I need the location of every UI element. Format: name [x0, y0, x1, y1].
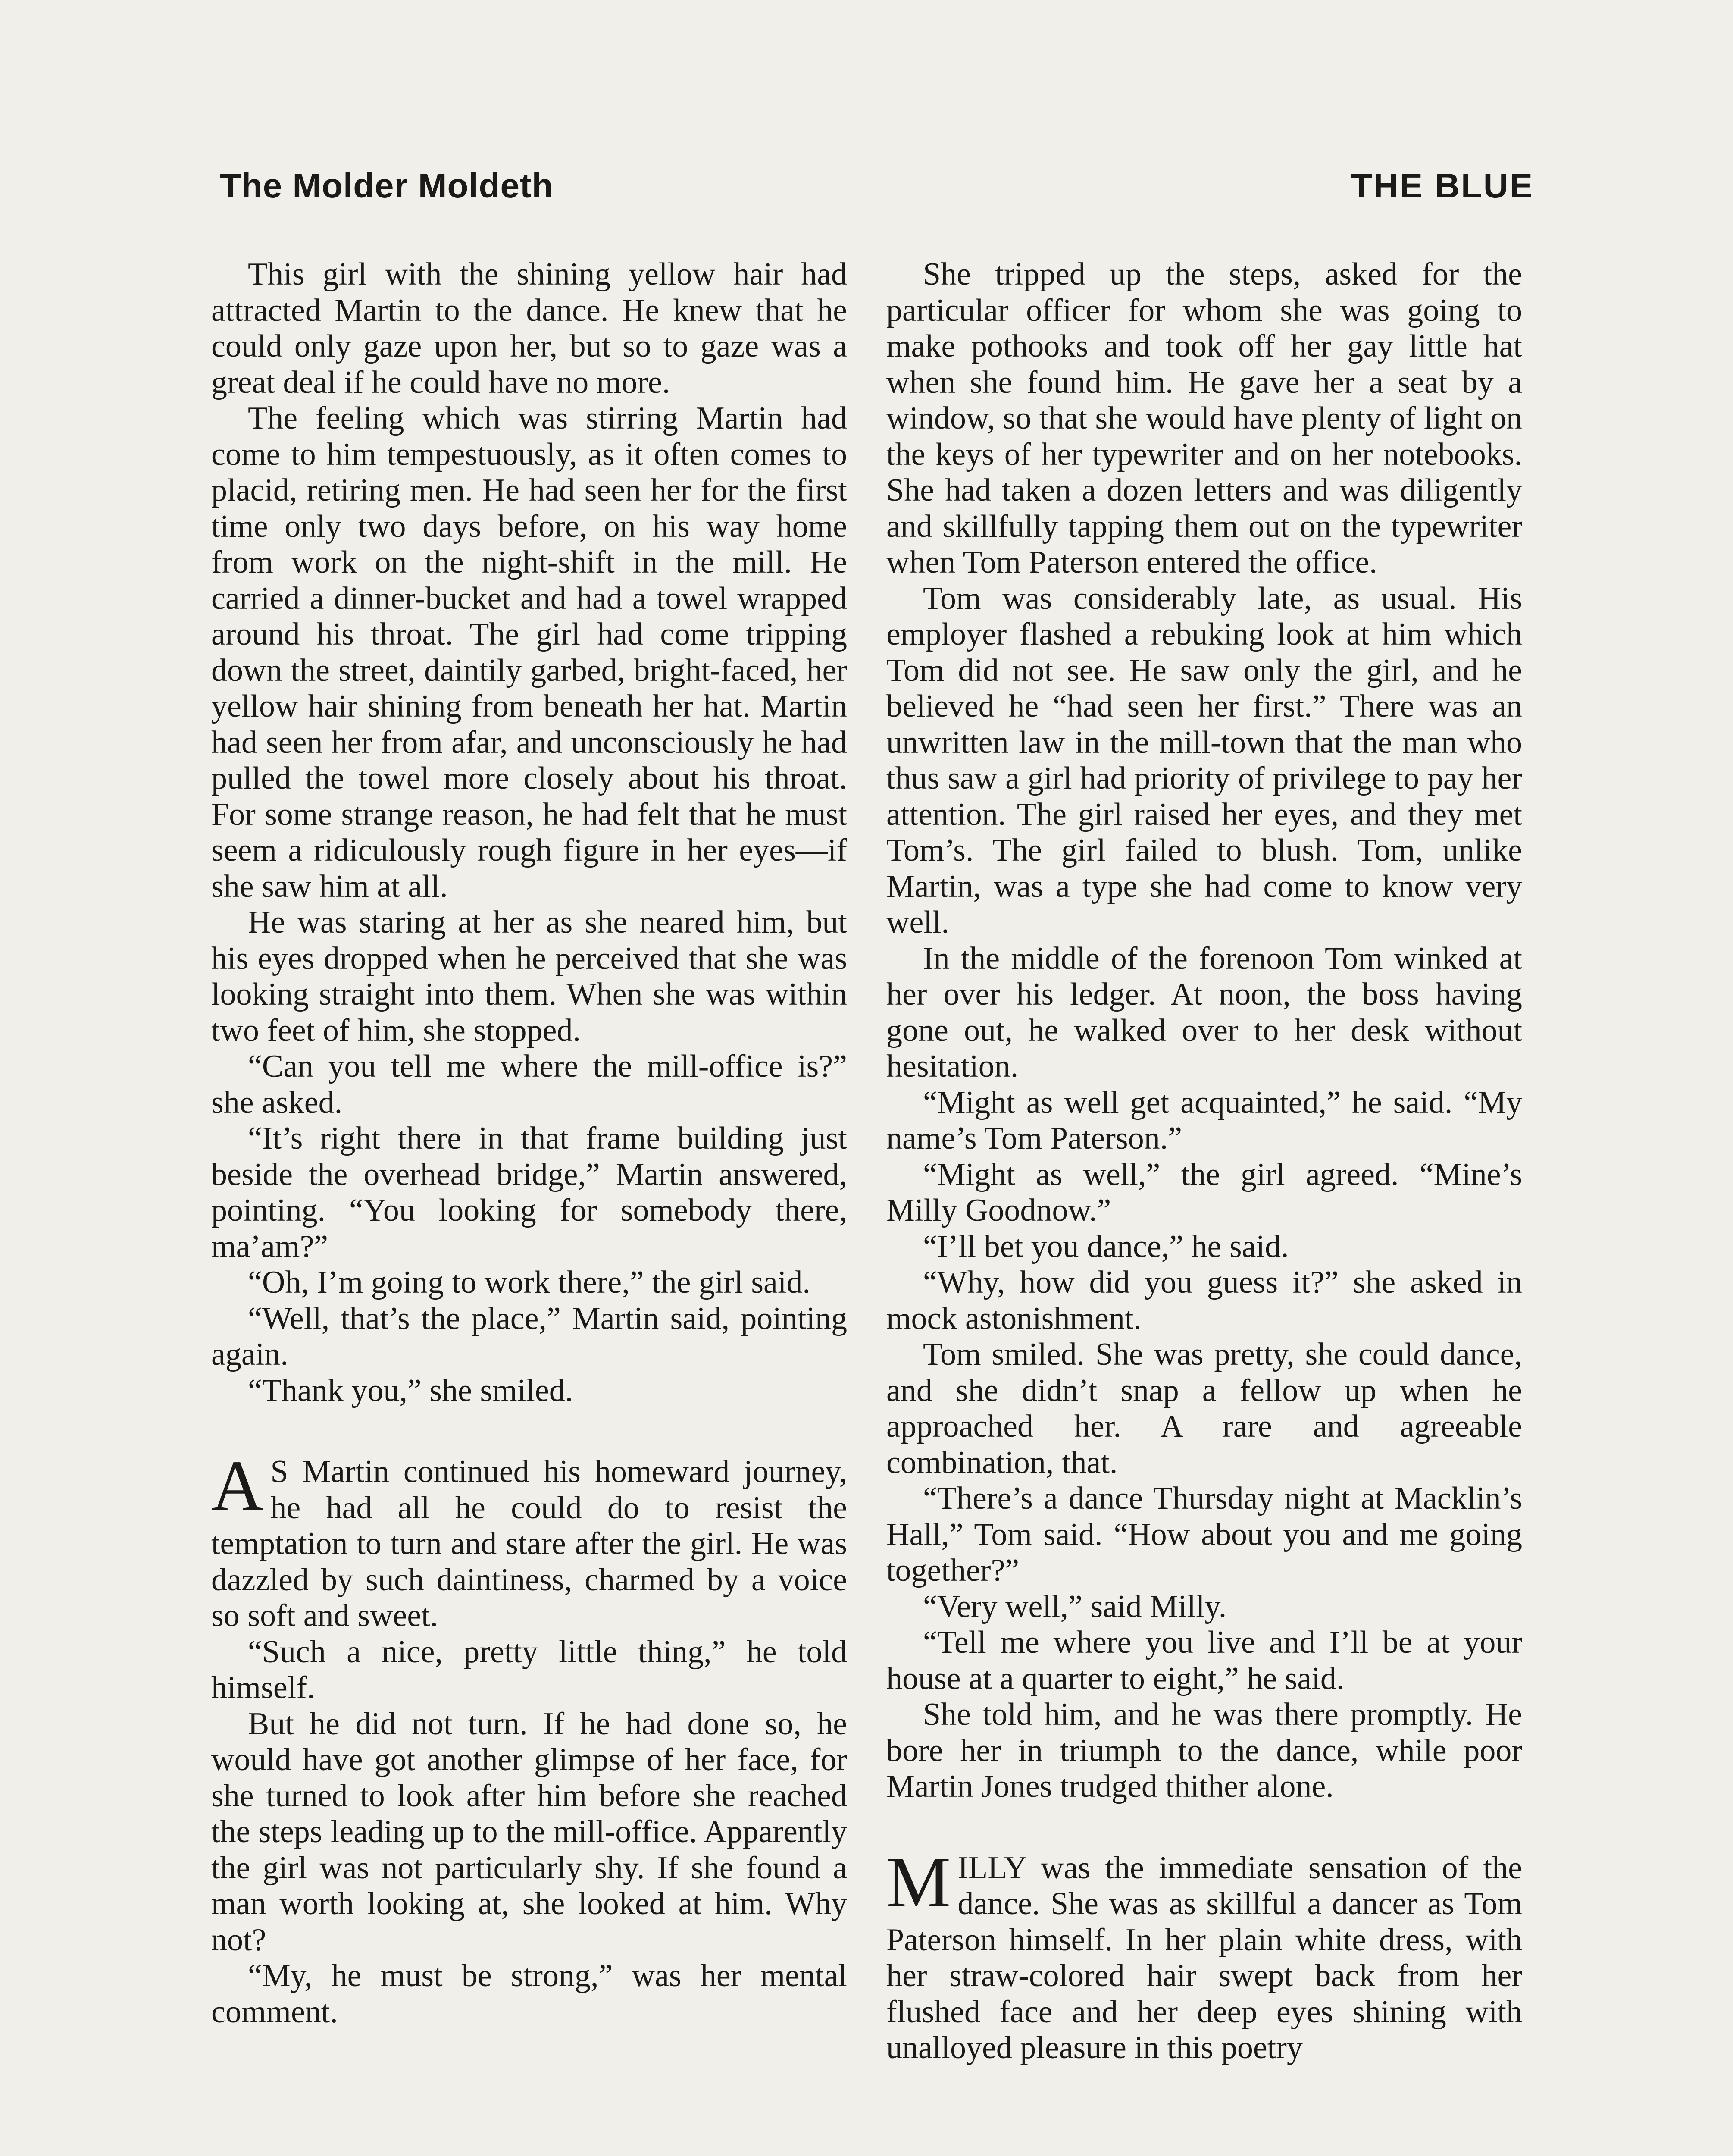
paragraph-text: ILLY was the immediate sensation of the dance. She was as skillful a dancer as Tom Paterson himself. In her plain white dress, with her straw-colored hair swept back from her flushed face and her deep eyes shining with unalloyed pleasure in this poetry: [886, 1850, 1522, 2065]
paragraph: “There’s a dance Thursday night at Macklin’s Hall,” Tom said. “How about you and me going together?”: [886, 1481, 1522, 1588]
paragraph: In the middle of the forenoon Tom winked at her over his ledger. At noon, the boss having gone out, he walked over to her desk without hesitation.: [886, 940, 1522, 1084]
magazine-name: THE BLUE: [1351, 166, 1534, 205]
paragraph: She told him, and he was there promptly. He bore her in triumph to the dance, while poor Martin Jones trudged thither alone.: [886, 1697, 1522, 1804]
paragraph: “It’s right there in that frame building just beside the overhead bridge,” Martin answered, pointing. “You looking for somebody there, ma’am?”: [211, 1121, 847, 1264]
right-column: [886, 257, 1522, 2066]
paragraph: “My, he must be strong,” was her mental comment.: [211, 1958, 847, 2030]
paragraph: “Why, how did you guess it?” she asked in mock astonishment.: [886, 1265, 1522, 1336]
paragraph: “Well, that’s the place,” Martin said, pointing again.: [211, 1300, 847, 1372]
section-paragraph: [886, 1842, 1522, 2066]
story-title: The Molder Moldeth: [220, 166, 554, 205]
paragraph: He was staring at her as she neared him, but his eyes dropped when he perceived that she was looking straight into them. When she was within two feet of him, she stopped.: [211, 905, 847, 1048]
paragraph: “Such a nice, pretty little thing,” he told himself.: [211, 1634, 847, 1705]
section-paragraph: [211, 1446, 847, 1634]
paragraph: But he did not turn. If he had done so, he would have got another glimpse of her face, for she turned to look after him before she reached the steps leading up to the mill-office. Apparently the girl was not particularly shy. If she found a man worth looking at, she looked at him. Why not?: [211, 1706, 847, 1958]
paragraph-text: S Martin continued his homeward journey, he had all he could do to resist the temptation to turn and stare after the girl. He was dazzled by such daintiness, charmed by a voice so soft and sweet.: [211, 1454, 847, 1633]
paragraph: Tom was considerably late, as usual. His employer flashed a rebuking look at him which Tom did not see. He saw only the girl, and he believed he “had seen her first.” There was an unwritten law in the mill-town that the man who thus saw a girl had priority of privilege to pay her attention. The girl raised her eyes, and they met Tom’s. The girl failed to blush. Tom, unlike Martin, was a type she had come to know very well.: [886, 580, 1522, 940]
paragraph: “Might as well,” the girl agreed. “Mine’s Milly Goodnow.”: [886, 1156, 1522, 1228]
paragraph: “I’ll bet you dance,” he said.: [923, 1228, 1289, 1264]
drop-cap: M: [886, 1842, 951, 1922]
paragraph: Tom smiled. She was pretty, she could dance, and she didn’t snap a fellow up when he approached her. A rare and agreeable combination, that.: [886, 1337, 1522, 1480]
paragraph: “Might as well get acquainted,” he said. “My name’s Tom Paterson.”: [886, 1084, 1522, 1156]
paragraph: “Can you tell me where the mill-office is?” she asked.: [211, 1049, 847, 1120]
drop-cap: A: [211, 1446, 264, 1526]
paragraph: “Oh, I’m going to work there,” the girl said.: [248, 1265, 810, 1300]
paragraph: “Tell me where you live and I’ll be at your house at a quarter to eight,” he said.: [886, 1625, 1522, 1696]
paragraph: This girl with the shining yellow hair had attracted Martin to the dance. He knew that he could only gaze upon her, but so to gaze was a great deal if he could have no more.: [211, 257, 847, 400]
paragraph: “Thank you,” she smiled.: [248, 1373, 573, 1408]
paragraph: “Very well,” said Milly.: [923, 1589, 1227, 1624]
paragraph: She tripped up the steps, asked for the particular officer for whom she was going to make pothooks and took off her gay little hat when she found him. He gave her a seat by a window, so that she would have plenty of light on the keys of her typewriter and on her notebooks. She had taken a dozen letters and was diligently and skillfully tapping them out on the typewriter when Tom Paterson entered the office.: [886, 257, 1523, 580]
left-column: [211, 257, 847, 2030]
paragraph: The feeling which was stirring Martin had come to him tempestuously, as it often comes to placid, retiring men. He had seen her for the first time only two days before, on his way home from work on the night-shift in the mill. He carried a dinner-bucket and had a towel wrapped around his throat. The girl had come tripping down the street, daintily garbed, bright-faced, her yellow hair shining from beneath her hat. Martin had seen her from afar, and unconsciously he had pulled the towel more closely about his throat. For some strange reason, he had felt that he must seem a ridiculously rough figure in her eyes—if she saw him at all.: [211, 401, 847, 904]
